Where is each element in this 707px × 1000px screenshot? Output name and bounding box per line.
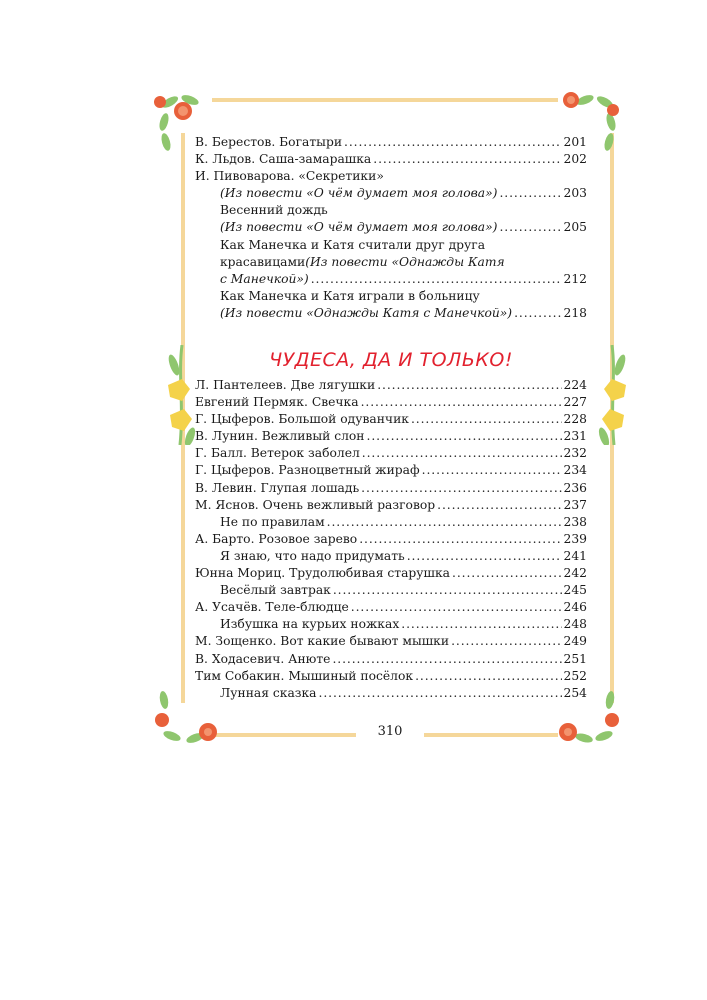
lily-right-icon — [590, 345, 635, 445]
toc-entry-page: 239 — [563, 531, 587, 546]
leader-dots — [401, 616, 561, 633]
toc-entry — [195, 462, 587, 479]
toc-entry-title: Евгений Пермяк. Свечка — [195, 395, 359, 410]
toc-entry-title: Лунная сказка — [220, 685, 317, 700]
toc-entry — [195, 685, 587, 702]
toc-entry-title: Избушка на курьих ножках — [220, 617, 400, 632]
toc-entry — [195, 305, 587, 322]
toc-entry-page: 218 — [563, 305, 587, 320]
toc-entry-page: 252 — [563, 668, 587, 683]
leader-dots — [514, 305, 561, 322]
toc-entry — [195, 151, 587, 168]
toc-entry-title: Я знаю, что надо придумать — [220, 548, 405, 563]
leader-dots — [407, 548, 562, 565]
toc-entry — [195, 651, 587, 668]
toc-entry-page: 212 — [563, 271, 587, 286]
toc-entry — [195, 548, 587, 565]
toc-entry-page: 251 — [563, 651, 587, 666]
leader-dots — [422, 462, 562, 479]
leader-dots — [367, 428, 562, 445]
toc-entry — [195, 394, 587, 411]
toc-entry — [195, 514, 587, 531]
frame-bottom-right — [424, 733, 558, 737]
toc-entry-title: М. Яснов. Очень вежливый разговор — [195, 497, 436, 512]
toc-entry-title: Весенний дождь — [220, 203, 328, 218]
toc-entry-page: 242 — [563, 566, 587, 581]
toc-entry — [195, 237, 587, 254]
toc-entry-page: 228 — [563, 412, 587, 427]
toc-entry — [195, 582, 587, 599]
toc-entry-page: 205 — [563, 220, 587, 235]
toc-entry-title: (Из повести «О чём думает моя голова») — [220, 186, 498, 201]
toc-entry — [195, 254, 587, 271]
toc-entry-page: 201 — [563, 135, 587, 149]
toc-entry-page: 238 — [563, 514, 587, 529]
leader-dots — [362, 445, 562, 462]
toc-entry — [195, 531, 587, 548]
toc-entry-title: В. Лунин. Вежливый слон — [195, 429, 365, 444]
toc-entry-title: Как Манечка и Катя считали друг друга — [220, 237, 486, 252]
toc-entry-title: А. Усачёв. Теле-блюдце — [195, 600, 349, 615]
page-number: 310 — [377, 724, 403, 739]
toc-entry-page: 248 — [563, 617, 587, 632]
toc-entry-title: В. Берестов. Богатыри — [195, 135, 343, 149]
leader-dots — [361, 394, 562, 411]
toc-entry — [195, 288, 587, 305]
toc-entry-page: 231 — [563, 429, 587, 444]
toc-entry-title: Г. Цыферов. Разноцветный жираф — [195, 463, 420, 478]
toc-entry-title: (Из повести «О чём думает моя голова») — [220, 220, 498, 235]
toc-entry — [195, 202, 587, 219]
toc-entry — [195, 616, 587, 633]
leader-dots — [359, 531, 561, 548]
leader-dots — [415, 668, 561, 685]
toc-entry — [195, 219, 587, 236]
frame-bottom-left — [212, 733, 356, 737]
leader-dots — [452, 565, 562, 582]
toc-entry — [195, 445, 587, 462]
toc-entry-title: Г. Балл. Ветерок заболел — [195, 446, 360, 461]
leader-dots — [499, 219, 561, 236]
toc-entry-page: 241 — [563, 548, 587, 563]
toc-entry — [195, 428, 587, 445]
toc-entry — [195, 565, 587, 582]
toc-entry-title: К. Льдов. Саша-замарашка — [195, 152, 372, 167]
leader-dots — [351, 599, 562, 616]
toc-entry — [195, 599, 587, 616]
leader-dots — [451, 633, 561, 650]
toc-entry-title: А. Барто. Розовое зарево — [195, 531, 358, 546]
toc-entry-title: с Манечкой») — [220, 271, 309, 286]
toc-entry — [195, 185, 587, 202]
toc-entry-title: Весёлый завтрак — [220, 583, 331, 598]
leader-dots — [361, 480, 561, 497]
toc-entry — [195, 271, 587, 288]
toc-entry — [195, 497, 587, 514]
toc-entry-title: Юнна Мориц. Трудолюбивая старушка — [195, 566, 450, 581]
leader-dots — [319, 685, 562, 702]
toc-entry-title: В. Ходасевич. Анюте — [195, 651, 331, 666]
toc-entry-title: красавицами — [220, 254, 306, 269]
leader-dots — [332, 651, 561, 668]
toc-entry-page: 237 — [563, 497, 587, 512]
toc-entry-title: Г. Цыферов. Большой одуванчик — [195, 412, 409, 427]
toc-entry-page: 236 — [563, 480, 587, 495]
frame-top — [212, 98, 558, 102]
leader-dots — [377, 377, 561, 394]
toc-entry-title: М. Зощенко. Вот какие бывают мышки — [195, 634, 450, 649]
toc-entry-title: Не по правилам — [220, 514, 325, 529]
toc-entry — [195, 168, 587, 185]
toc-bottom — [195, 377, 587, 702]
leader-dots — [437, 497, 561, 514]
toc-entry-page: 227 — [563, 395, 587, 410]
toc-entry-title: Тим Собакин. Мышиный посёлок — [195, 668, 414, 683]
toc-entry-page: 245 — [563, 583, 587, 598]
toc-entry — [195, 411, 587, 428]
toc-entry-page: 224 — [563, 378, 587, 392]
toc-top — [195, 134, 587, 322]
leader-dots — [333, 582, 562, 599]
toc-entry-title: Л. Пантелеев. Две лягушки — [195, 378, 376, 392]
toc-entry-title: В. Левин. Глупая лошадь — [195, 480, 360, 495]
leader-dots — [327, 514, 562, 531]
toc-entry-page: 232 — [563, 446, 587, 461]
toc-entry — [195, 633, 587, 650]
toc-entry-title: И. Пивоварова. «Секретики» — [195, 169, 384, 184]
toc-entry — [195, 134, 587, 151]
toc-entry-page: 202 — [563, 152, 587, 167]
toc-entry — [195, 377, 587, 394]
toc-entry-title: Как Манечка и Катя играли в больницу — [220, 288, 480, 303]
toc-entry-title-italic: (Из повести «Однажды Катя — [305, 254, 505, 269]
toc-entry-page: 254 — [563, 685, 587, 700]
toc-entry — [195, 480, 587, 497]
toc-entry — [195, 668, 587, 685]
leader-dots — [344, 134, 561, 151]
toc-entry-title: (Из повести «Однажды Катя с Манечкой») — [220, 305, 513, 320]
leader-dots — [311, 271, 562, 288]
toc-entry-page: 246 — [563, 600, 587, 615]
toc-entry-page: 234 — [563, 463, 587, 478]
leader-dots — [411, 411, 562, 428]
toc-entry-page: 203 — [563, 186, 587, 201]
leader-dots — [499, 185, 561, 202]
leader-dots — [373, 151, 561, 168]
section-title: ЧУДЕСА, ДА И ТОЛЬКО! — [269, 349, 513, 371]
toc-entry-page: 249 — [563, 634, 587, 649]
